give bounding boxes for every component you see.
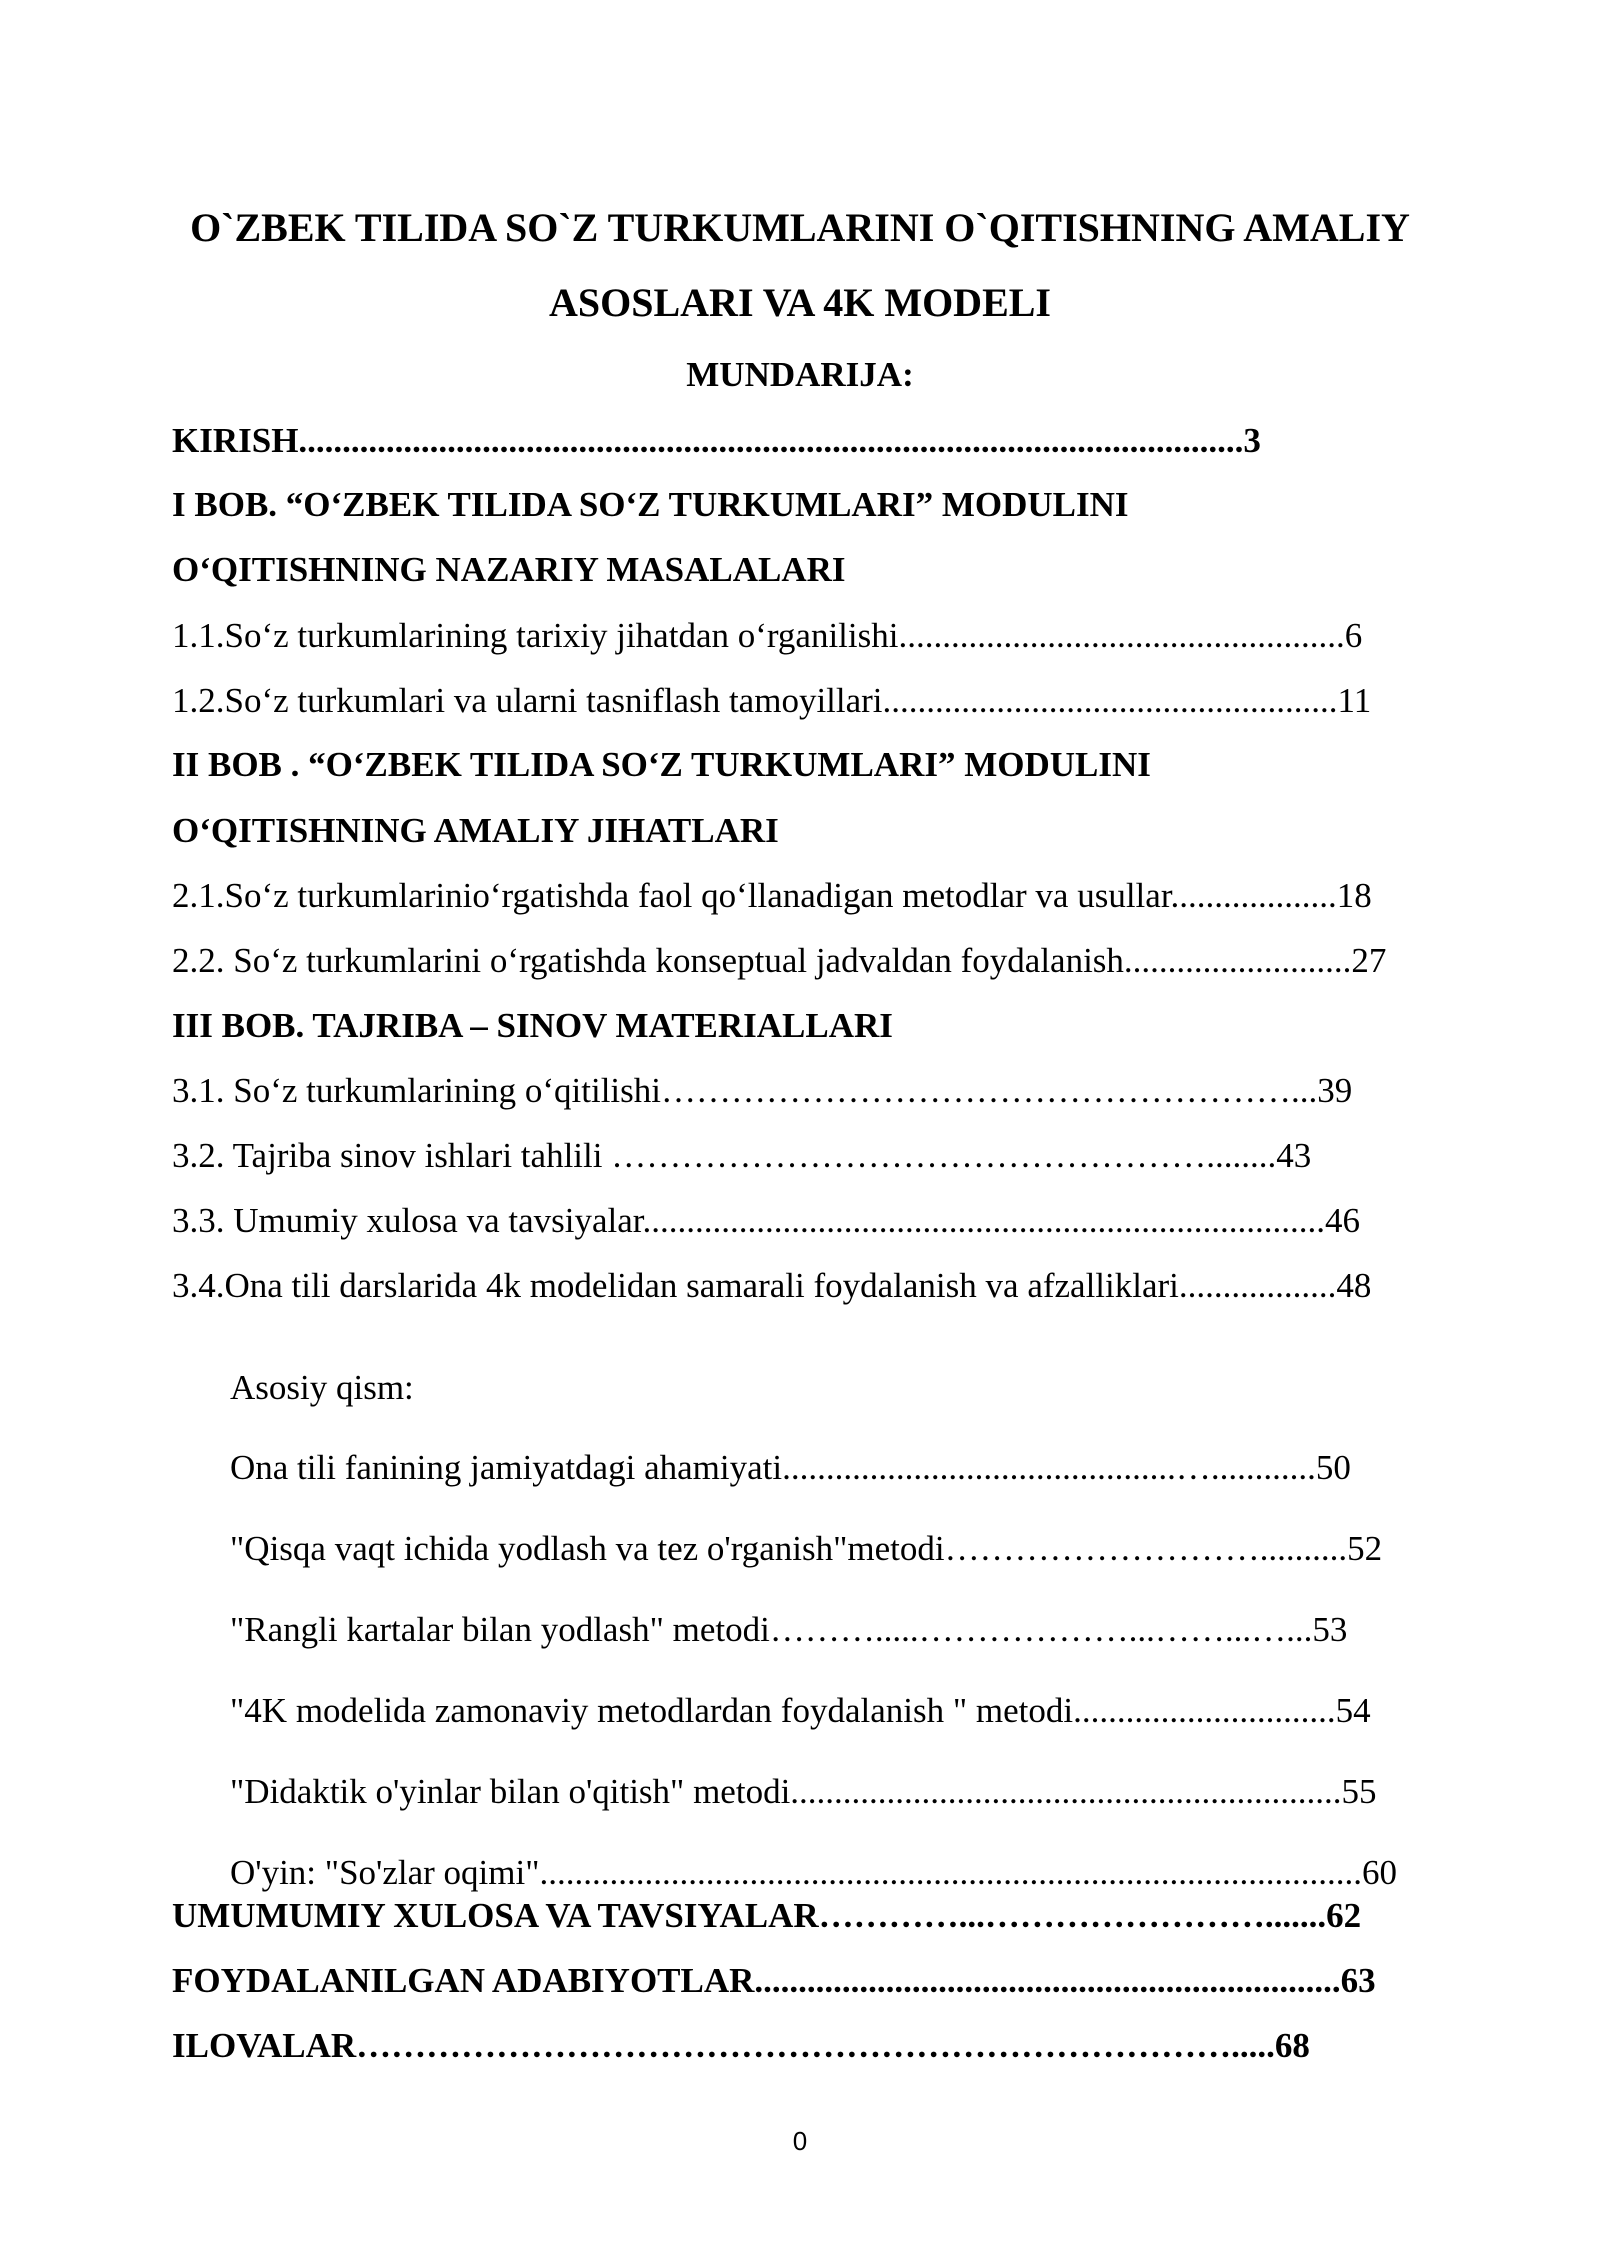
- document-title-line-1: O`ZBEK TILIDA SO`Z TURKUMLARINI O`QITISHNING AMALIY: [190, 205, 1410, 250]
- toc-entry-introduction: KIRISH............................................................................................................3: [172, 421, 1261, 460]
- toc-entry-3-4: 3.4.Ona tili darslarida 4k modelidan samarali foydalanish va afzalliklari..................48: [172, 1266, 1372, 1305]
- toc-chapter-3-heading: III BOB. TAJRIBA – SINOV MATERIALLARI: [172, 1006, 893, 1045]
- toc-heading: MUNDARIJA:: [686, 355, 914, 394]
- toc-main-part-heading: Asosiy qism:: [230, 1368, 414, 1407]
- toc-chapter-1-heading-line-2: O‘QITISHNING NAZARIY MASALALARI: [172, 550, 846, 589]
- toc-chapter-2-heading-line-1: II BOB . “O‘ZBEK TILIDA SO‘Z TURKUMLARI” MODULINI: [172, 745, 1151, 784]
- toc-entry-conclusion: UMUMUMIY XULOSA VA TAVSIYALAR…………...…………………….......62: [172, 1896, 1362, 1935]
- page-number: 0: [792, 2126, 808, 2156]
- toc-entry-main-4: "4K modelida zamonaviy metodlardan foydalanish " metodi..............................54: [230, 1691, 1371, 1730]
- toc-entry-main-3: "Rangli kartalar bilan yodlash" metodi……….....………………...……...…...53: [230, 1610, 1348, 1649]
- document-title-line-2: ASOSLARI VA 4K MODELI: [549, 280, 1051, 325]
- toc-entry-3-2: 3.2. Tajriba sinov ishlari tahlili ……………………………………………........43: [172, 1136, 1312, 1175]
- toc-entry-references: FOYDALANILGAN ADABIYOTLAR...................................................................63: [172, 1961, 1376, 2000]
- toc-entry-1-1: 1.1.So‘z turkumlarining tarixiy jihatdan o‘rganilishi...................................................6: [172, 616, 1363, 655]
- toc-entry-main-1: Ona tili fanining jamiyatdagi ahamiyati.............................................…............50: [230, 1448, 1351, 1487]
- toc-entry-appendices: ILOVALAR………………………………………………………………….....68: [172, 2026, 1310, 2065]
- toc-entry-main-5: "Didaktik o'yinlar bilan o'qitish" metodi...............................................................55: [230, 1772, 1377, 1811]
- toc-entry-1-2: 1.2.So‘z turkumlari va ularni tasniflash tamoyillari....................................................11: [172, 681, 1372, 720]
- toc-entry-main-6: O'yin: "So'zlar oqimi"..............................................................................................60: [230, 1853, 1397, 1892]
- toc-entry-3-3: 3.3. Umumiy xulosa va tavsiyalar..............................................................................46: [172, 1201, 1360, 1240]
- toc-chapter-2-heading-line-2: O‘QITISHNING AMALIY JIHATLARI: [172, 811, 779, 850]
- toc-entry-3-1: 3.1. So‘z turkumlarining o‘qitilishi………………………………………………...39: [172, 1071, 1353, 1110]
- toc-entry-2-1: 2.1.So‘z turkumlarinio‘rgatishda faol qo‘llanadigan metodlar va usullar...................18: [172, 876, 1372, 915]
- toc-entry-main-2: "Qisqa vaqt ichida yodlash va tez o'rganish"metodi………………………..........52: [230, 1529, 1383, 1568]
- toc-entry-2-2: 2.2. So‘z turkumlarini o‘rgatishda konseptual jadvaldan foydalanish..........................27: [172, 941, 1387, 980]
- toc-chapter-1-heading-line-1: I BOB. “O‘ZBEK TILIDA SO‘Z TURKUMLARI” MODULINI: [172, 485, 1129, 524]
